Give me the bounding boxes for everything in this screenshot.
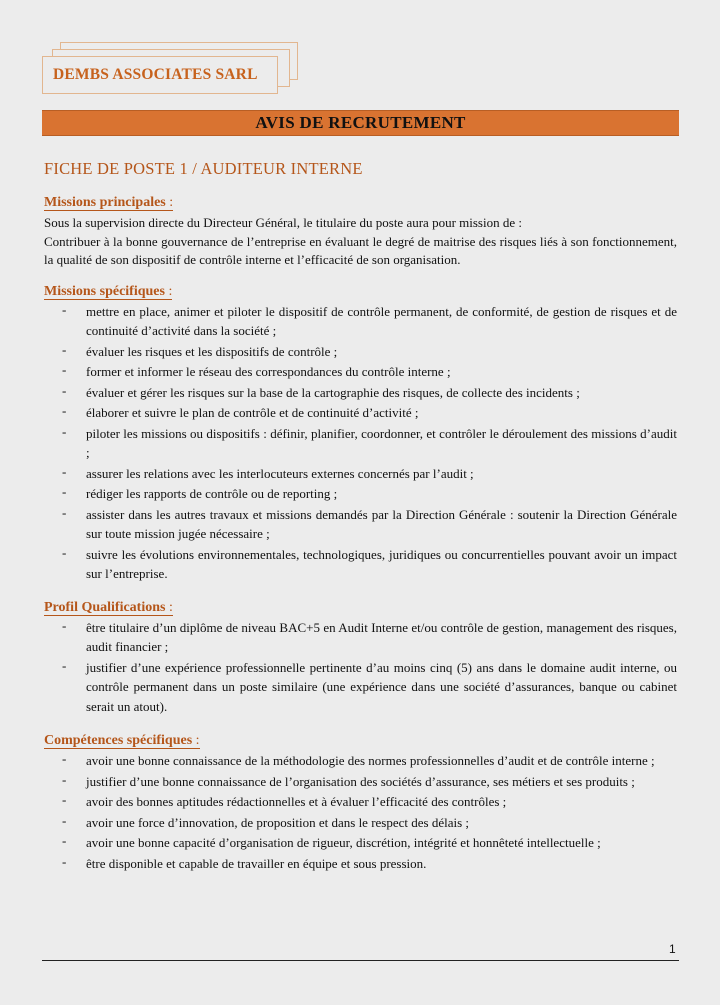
bullet-dash: - [62, 484, 67, 499]
list-item-text: avoir une bonne connaissance de la méthodologie des normes professionnelles d’audit et de contrôle interne ; [86, 753, 655, 768]
list-item [62, 751, 677, 771]
list-item-text: piloter les missions ou dispositifs : définir, planifier, coordonner, et contrôler le déroulement des missions d’audit ; [86, 425, 677, 460]
bullet-dash: - [62, 341, 67, 357]
list-item [62, 657, 677, 717]
section-heading [44, 195, 173, 211]
list-item [62, 423, 677, 463]
bullet-dash: - [62, 771, 67, 787]
company-name: DEMBS ASSOCIATES SARL [53, 66, 258, 83]
bullet-dash: - [62, 792, 67, 807]
bullet-dash: - [62, 423, 67, 439]
list-item [62, 792, 677, 812]
list-item-text: avoir une bonne capacité d’organisation de rigueur, discrétion, intégrité et honnêteté intellectuelle ; [86, 835, 601, 850]
list-item [62, 341, 677, 362]
bullet-list [44, 618, 677, 717]
document-body [44, 193, 677, 874]
list-item [62, 833, 677, 853]
list-item-text: suivre les évolutions environnementales, technologiques, juridiques ou concurrentielles pouvant avoir un impact sur l’entreprise. [86, 546, 677, 581]
page-number: 1 [669, 942, 676, 956]
list-item-text: évaluer les risques et les dispositifs de contrôle ; [86, 343, 338, 359]
banner-title: AVIS DE RECRUTEMENT [255, 113, 466, 132]
bullet-dash: - [62, 657, 67, 673]
bullet-dash: - [62, 617, 67, 633]
list-item-text: former et informer le réseau des correspondances du contrôle interne ; [86, 364, 451, 379]
list-item [62, 771, 677, 792]
list-item-text: justifier d’une expérience professionnelle pertinente d’au moins cinq (5) ans dans le domaine audit interne, ou contrôle permanent dans un poste similaire (une expérience dans une société d’assurances, banque ou cabinet serait un atout). [86, 659, 677, 714]
list-item-text: être disponible et capable de travailler en équipe et sous pression. [86, 855, 427, 871]
list-item-text: avoir une force d’innovation, de proposition et dans le respect des délais ; [86, 814, 470, 830]
bullet-dash: - [62, 362, 67, 377]
section-competences [44, 731, 677, 873]
bullet-dash: - [62, 751, 67, 766]
section-heading-suffix: : [192, 733, 200, 748]
list-item [62, 853, 677, 874]
list-item-text: mettre en place, animer et piloter le dispositif de contrôle permanent, de conformité, de gestion de risques et de continuité d’activité dans la société ; [86, 303, 677, 338]
list-item-text: assister dans les autres travaux et missions demandés par la Direction Générale : soutenir la Direction Générale sur toute mission jugée nécessaire ; [86, 506, 677, 541]
section-heading [44, 284, 172, 300]
bullet-dash: - [62, 812, 67, 828]
list-item [62, 617, 677, 657]
list-item-text: assurer les relations avec les interlocuteurs externes concernés par l’audit ; [86, 465, 474, 481]
list-item [62, 301, 677, 341]
list-item [62, 362, 677, 382]
paragraph: Contribuer à la bonne gouvernance de l’entreprise en évaluant le degré de maitrise des risques liés à son fonctionnement, la qualité de son dispositif de contrôle interne et l’efficacité de son organisation. [44, 233, 677, 267]
bullet-dash: - [62, 301, 67, 317]
bullet-dash: - [62, 504, 67, 520]
section-heading [44, 733, 200, 749]
list-item [62, 403, 677, 423]
list-item [62, 544, 677, 584]
section-heading-text: Missions spécifiques [44, 283, 165, 299]
bullet-dash: - [62, 853, 67, 869]
section-missions-specifiques [44, 282, 677, 584]
section-heading-text: Compétences spécifiques [44, 733, 193, 748]
bullet-list [44, 302, 677, 584]
bullet-dash: - [62, 403, 67, 418]
list-item [62, 504, 677, 544]
footer-divider [42, 960, 679, 961]
section-heading-suffix: : [165, 195, 174, 210]
section-heading-suffix: : [165, 599, 173, 615]
section-heading-text: Profil Qualifications [44, 599, 166, 615]
list-item [62, 382, 677, 403]
list-item [62, 812, 677, 833]
section-heading [44, 600, 173, 616]
logo-card-front [42, 56, 278, 94]
list-item-text: rédiger les rapports de contrôle ou de reporting ; [86, 486, 338, 501]
bullet-dash: - [62, 544, 67, 560]
post-title: FICHE DE POSTE 1 / AUDITEUR INTERNE [44, 159, 363, 178]
section-heading-suffix: : [164, 283, 173, 299]
list-item [62, 463, 677, 484]
list-item [62, 484, 677, 504]
section-profil [44, 598, 677, 717]
company-logo [42, 40, 298, 96]
list-item-text: être titulaire d’un diplôme de niveau BAC+5 en Audit Interne et/ou contrôle de gestion, management des risques, audit financier ; [86, 619, 677, 654]
list-item-text: justifier d’une bonne connaissance de l’organisation des sociétés d’assurance, ses métiers et ses produits ; [86, 773, 635, 789]
bullet-dash: - [62, 833, 67, 848]
list-item-text: élaborer et suivre le plan de contrôle et de continuité d’activité ; [86, 405, 419, 420]
bullet-dash: - [62, 463, 67, 479]
section-missions-principales [44, 193, 677, 270]
paragraph: Sous la supervision directe du Directeur Général, le titulaire du poste aura pour mission de : [44, 215, 522, 230]
recruitment-banner [42, 110, 679, 136]
bullet-dash: - [62, 382, 67, 398]
bullet-list [44, 751, 677, 873]
section-heading-text: Missions principales [44, 195, 166, 210]
list-item-text: évaluer et gérer les risques sur la base de la cartographie des risques, de collecte des incidents ; [86, 384, 580, 400]
list-item-text: avoir des bonnes aptitudes rédactionnelles et à évaluer l’efficacité des contrôles ; [86, 794, 507, 809]
